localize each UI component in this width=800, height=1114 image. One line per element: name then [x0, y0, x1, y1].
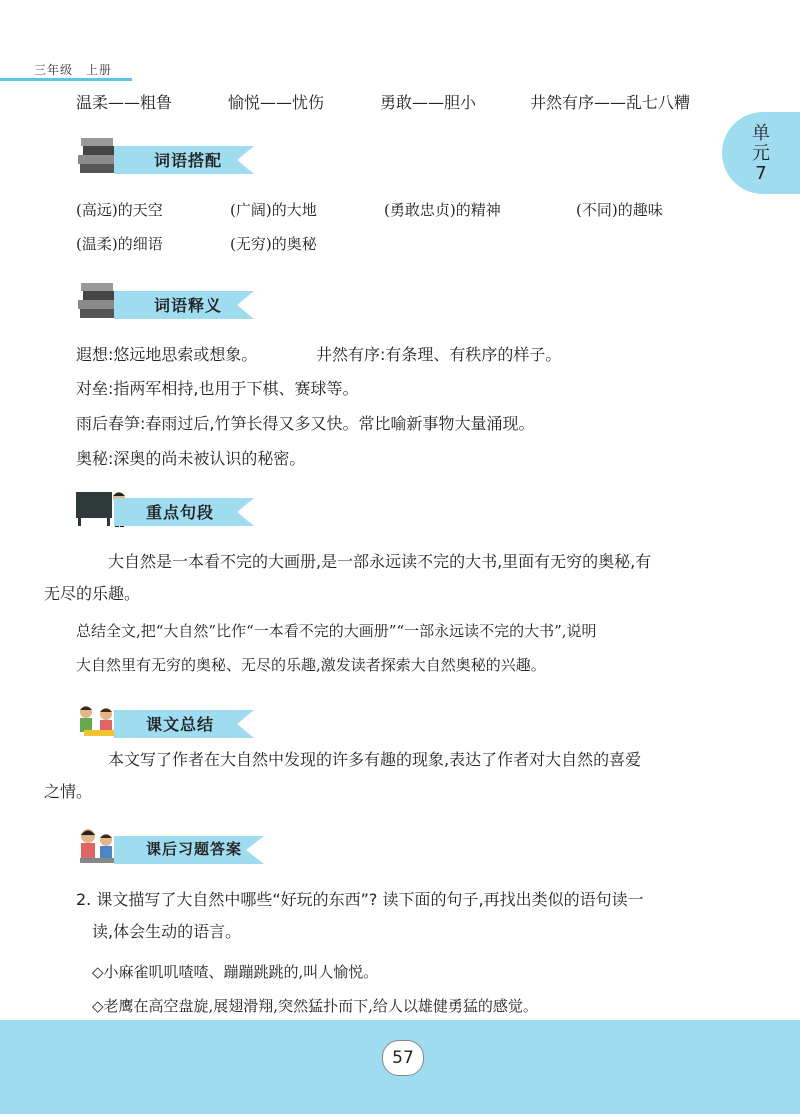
collocation-6: (无穷)的奥秘: [230, 235, 317, 253]
key-sentence-note-2: 大自然里有无穷的奥秘、无尽的乐趣,激发读者探索大自然奥秘的兴趣。: [76, 656, 546, 674]
key-sentence-line-2: 无尽的乐趣。: [44, 584, 141, 603]
collocation-4: (不同)的趣味: [576, 201, 663, 219]
section-title: 课文总结: [146, 715, 215, 734]
explanation-2: 井然有序:有条理、有秩序的样子。: [316, 345, 562, 364]
collocation-3: (勇敢忠贞)的精神: [384, 201, 501, 219]
section-collocation: [74, 136, 254, 176]
page-number: 57: [382, 1040, 424, 1076]
key-sentence-paragraph: [44, 546, 726, 610]
section-answers: [74, 826, 264, 866]
summary-line-2: 之情。: [44, 782, 93, 801]
question-line-2: 读,体会生动的语言。: [92, 922, 242, 941]
question-item-2: ◇老鹰在高空盘旋,展翅滑翔,突然猛扑而下,给人以雄健勇猛的感觉。: [92, 997, 538, 1015]
key-sentence-line-1: 大自然是一本看不完的大画册,是一部永远读不完的大书,里面有无穷的奥秘,有: [108, 552, 652, 571]
section-title: 词语释义: [154, 296, 223, 315]
grade-label: 三年级 上册: [34, 63, 113, 77]
explanation-3: 对垒:指两军相持,也用于下棋、赛球等。: [76, 379, 359, 398]
antonym-2: 愉悦——忧伤: [228, 93, 325, 112]
unit-tab: [722, 112, 800, 194]
collocation-2: (广阔)的大地: [230, 201, 317, 219]
antonym-3: 勇敢——胆小: [380, 93, 477, 112]
question-item-1: ◇小麻雀叽叽喳喳、蹦蹦跳跳的,叫人愉悦。: [92, 963, 379, 981]
antonym-1: 温柔——粗鲁: [76, 93, 173, 112]
explanation-5: 奥秘:深奥的尚未被认识的秘密。: [76, 449, 306, 468]
section-explanation: [74, 281, 254, 321]
section-title: 重点句段: [146, 503, 215, 522]
section-title: 课后习题答案: [146, 840, 243, 858]
question-paragraph: [76, 884, 736, 948]
explanation-1: 遐想:悠远地思索或想象。: [76, 345, 258, 364]
unit-char-1: 单: [752, 123, 770, 144]
collocation-5: (温柔)的细语: [76, 235, 163, 253]
summary-line-1: 本文写了作者在大自然中发现的许多有趣的现象,表达了作者对大自然的喜爱: [108, 750, 642, 769]
section-summary: [74, 700, 254, 740]
antonym-4: 井然有序——乱七八糟: [530, 93, 691, 112]
key-sentence-note-1: 总结全文,把“大自然”比作“一本看不完的大画册”“一部永远读不完的大书”,说明: [76, 622, 597, 640]
summary-paragraph: [44, 744, 726, 808]
explanation-4: 雨后春笋:春雨过后,竹笋长得又多又快。常比喻新事物大量涌现。: [76, 414, 535, 433]
section-key-sentence: [74, 488, 254, 528]
collocation-1: (高远)的天空: [76, 201, 163, 219]
unit-char-2: 元: [752, 143, 770, 164]
section-title: 词语搭配: [154, 151, 223, 170]
question-line-1: 2. 课文描写了大自然中哪些“好玩的东西”? 读下面的句子,再找出类似的语句读一: [76, 890, 644, 909]
unit-number: 7: [755, 163, 767, 184]
header-divider: [0, 78, 132, 81]
